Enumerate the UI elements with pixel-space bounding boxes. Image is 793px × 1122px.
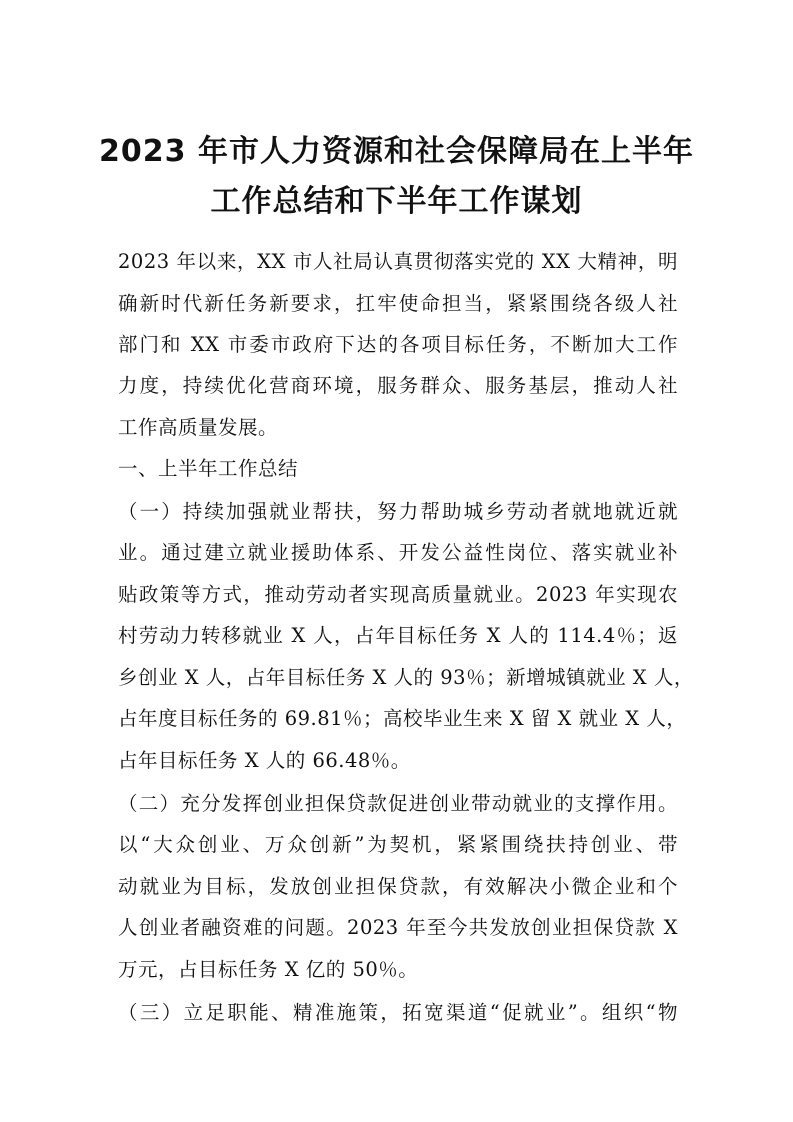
item3-line: （三）立足职能、精准施策，拓宽渠道“促就业”。组织“物 (118, 1001, 678, 1024)
item2-line: 动就业为目标，发放创业担保贷款，有效解决小微企业和个 (118, 875, 678, 898)
document-title-line-2: 工作总结和下半年工作谋划 (210, 184, 583, 219)
intro-line: 部门和 XX 市委市政府下达的各项目标任务，不断加大工作 (118, 333, 678, 356)
item2-line: 人创业者融资难的问题。2023 年至今共发放创业担保贷款 X (118, 916, 678, 939)
item1-line: 占年度目标任务的 69.81％；高校毕业生来 X 留 X 就业 X 人， (118, 707, 687, 730)
intro-line: 2023 年以来，XX 市人社局认真贯彻落实党的 XX 大精神，明 (118, 250, 678, 273)
item1-line: 贴政策等方式，推动劳动者实现高质量就业。2023 年实现农 (118, 583, 678, 606)
item1-line: （一）持续加强就业帮扶，努力帮助城乡劳动者就地就近就 (118, 500, 678, 523)
item2-line: （二）充分发挥创业担保贷款促进创业带动就业的支撑作用。 (118, 792, 678, 815)
section-heading: 一、上半年工作总结 (118, 457, 299, 480)
intro-line: 工作高质量发展。 (118, 416, 279, 439)
document-title-line-1: 2023 年市人力资源和社会保障局在上半年 (99, 134, 694, 169)
item1-line: 占年目标任务 X 人的 66.48％。 (118, 749, 411, 772)
item2-line: 以“大众创业、万众创新”为契机，紧紧围绕扶持创业、带 (118, 833, 678, 856)
item1-line: 村劳动力转移就业 X 人，占年目标任务 X 人的 114.4％；返 (118, 624, 678, 647)
intro-line: 力度，持续优化营商环境，服务群众、服务基层，推动人社 (118, 374, 678, 397)
item2-line: 万元，占目标任务 X 亿的 50％。 (118, 958, 419, 981)
item1-line: 业。通过建立就业援助体系、开发公益性岗位、落实就业补 (118, 541, 678, 564)
item1-line: 乡创业 X 人，占年目标任务 X 人的 93％；新增城镇就业 X 人， (118, 666, 694, 689)
intro-line: 确新时代新任务新要求，扛牢使命担当，紧紧围绕各级人社 (118, 292, 678, 315)
